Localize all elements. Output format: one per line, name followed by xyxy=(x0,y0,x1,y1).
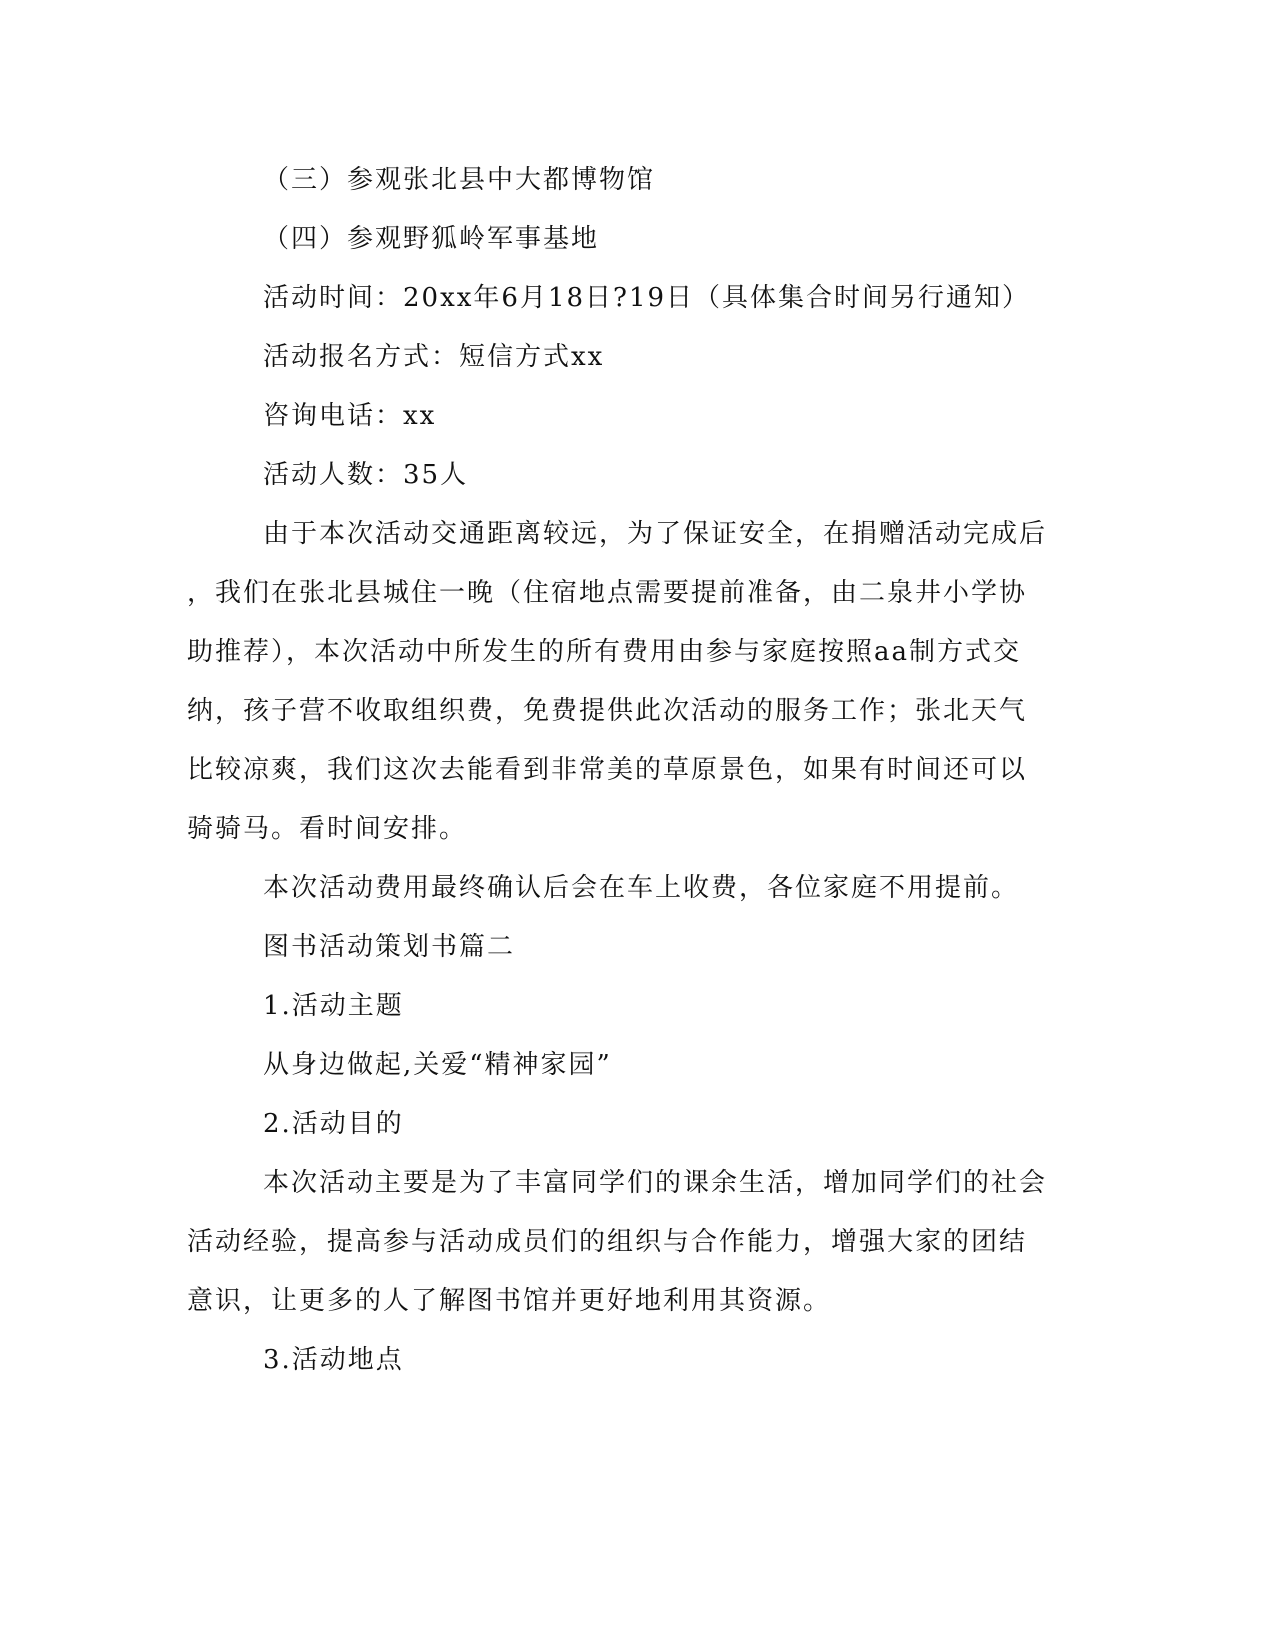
paragraph-line: 本次活动主要是为了丰富同学们的课余生活，增加同学们的社会 xyxy=(263,1168,1048,1198)
paragraph-line: 意识，让更多的人了解图书馆并更好地利用其资源。 xyxy=(187,1286,832,1316)
paragraph-line: 比较凉爽，我们这次去能看到非常美的草原景色，如果有时间还可以 xyxy=(187,755,1028,785)
paragraph-line: 骑骑马。看时间安排。 xyxy=(187,814,468,844)
purpose-heading: 2.活动目的 xyxy=(263,1109,404,1139)
theme-text: 从身边做起,关爱“精神家园” xyxy=(263,1050,612,1080)
theme-heading: 1.活动主题 xyxy=(263,991,404,1021)
contact-phone: 咨询电话：xx xyxy=(263,401,437,431)
paragraph-line: 纳，孩子营不收取组织费，免费提供此次活动的服务工作；张北天气 xyxy=(187,696,1028,726)
list-item-visit-museum: （三）参观张北县中大都博物馆 xyxy=(263,165,656,195)
signup-method: 活动报名方式：短信方式xx xyxy=(263,342,605,372)
paragraph-line: 由于本次活动交通距离较远，为了保证安全，在捐赠活动完成后 xyxy=(263,519,1048,549)
paragraph-line: 助推荐），本次活动中所发生的所有费用由参与家庭按照aa制方式交 xyxy=(187,637,1022,667)
fee-note: 本次活动费用最终确认后会在车上收费，各位家庭不用提前。 xyxy=(263,873,1020,903)
paragraph-line: ，我们在张北县城住一晚（住宿地点需要提前准备，由二泉井小学协 xyxy=(187,578,1028,608)
list-item-visit-base: （四）参观野狐岭军事基地 xyxy=(263,224,600,254)
section-title: 图书活动策划书篇二 xyxy=(263,932,516,962)
activity-time: 活动时间：20xx年6月18日?19日（具体集合时间另行通知） xyxy=(263,283,1031,313)
paragraph-line: 活动经验，提高参与活动成员们的组织与合作能力，增强大家的团结 xyxy=(187,1227,1028,1257)
location-heading: 3.活动地点 xyxy=(263,1345,404,1375)
participant-count: 活动人数：35人 xyxy=(263,460,469,490)
